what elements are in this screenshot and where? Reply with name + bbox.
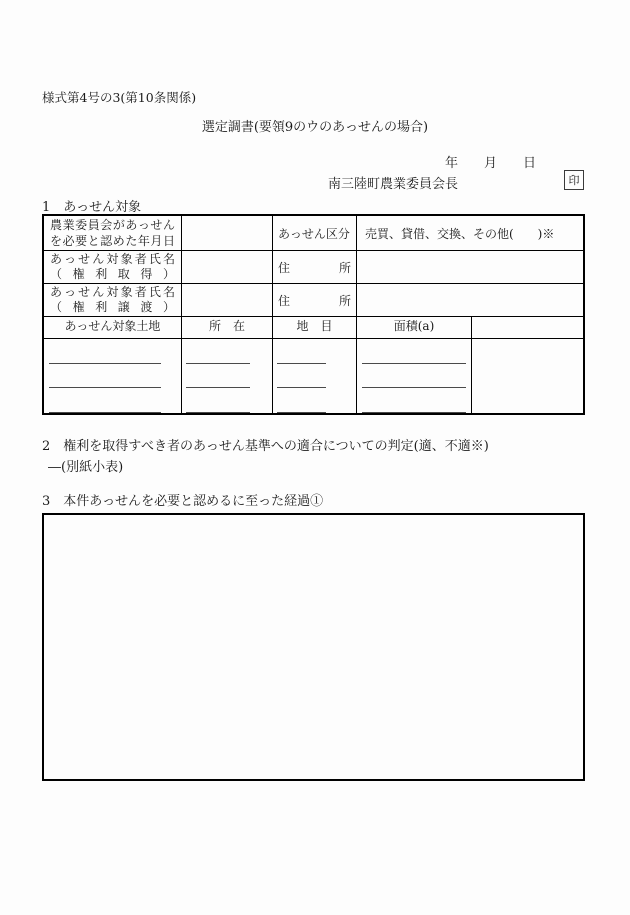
date-line: 年 月 日 <box>445 156 537 171</box>
fill-line <box>277 364 326 389</box>
seal-box <box>564 170 584 190</box>
fill-line <box>362 364 466 389</box>
category-value-cell <box>357 216 583 250</box>
fill-line <box>186 388 250 413</box>
land-blank-cell <box>472 339 583 413</box>
land-header-target: あっせん対象土地 <box>44 317 182 338</box>
table-row <box>44 284 583 317</box>
land-header-location: 所 在 <box>182 317 273 338</box>
fill-line <box>49 339 161 364</box>
seal-label: 印 <box>568 174 580 187</box>
category-label: あっせん区分 <box>278 226 350 241</box>
land-target-lines-cell <box>44 339 182 413</box>
category-value: 売買、貸借、交換、その他( )※ <box>365 226 555 241</box>
acquirer-address-value-cell <box>357 251 583 283</box>
decided-date-value-cell <box>182 216 273 250</box>
fill-line <box>362 388 466 413</box>
table-row <box>44 251 583 284</box>
fill-line <box>186 364 250 389</box>
acquirer-name-cell <box>182 251 273 283</box>
fill-line <box>186 339 250 364</box>
transferor-label-cell <box>44 284 182 316</box>
land-location-lines-cell <box>182 339 273 413</box>
land-entry-row <box>44 339 583 413</box>
section2-note: ―(別紙小表) <box>48 460 124 475</box>
transferor-label-line1: あっせん対象者氏名 <box>50 285 175 299</box>
fill-line <box>362 339 466 364</box>
transferor-label-line2: （権利譲渡） <box>50 300 175 314</box>
acquirer-address-label-cell <box>273 251 357 283</box>
decided-date-label-line1: 農業委員会があっせん <box>50 218 175 232</box>
land-header-row <box>44 317 583 339</box>
acquirer-label-line2: （権利取得） <box>50 267 175 281</box>
category-label-cell <box>273 216 357 250</box>
transferor-address-value-cell <box>357 284 583 316</box>
land-header-category: 地 目 <box>273 317 357 338</box>
table-row <box>44 216 583 251</box>
fill-line <box>49 364 161 389</box>
acquirer-label-cell <box>44 251 182 283</box>
transferor-address-label: 住所 <box>278 293 351 308</box>
transferor-address-label-cell <box>273 284 357 316</box>
section3-heading: 3 本件あっせんを必要と認めるに至った経過① <box>42 494 324 509</box>
assen-target-table <box>42 214 585 415</box>
land-header-area: 面積(a) <box>357 317 472 338</box>
land-category-lines-cell <box>273 339 357 413</box>
section3-entry-box <box>42 513 585 781</box>
land-area-lines-cell <box>357 339 472 413</box>
fill-line <box>49 388 161 413</box>
form-number: 様式第4号の3(第10条関係) <box>42 90 197 105</box>
decided-date-label-line2: を必要と認めた年月日 <box>50 234 175 248</box>
land-header-blank <box>472 317 583 338</box>
fill-line <box>277 388 326 413</box>
addressee: 南三陸町農業委員会長 <box>328 177 459 192</box>
section2-heading: 2 権利を取得すべき者のあっせん基準への適合についての判定(適、不適※) <box>42 439 489 454</box>
acquirer-address-label: 住所 <box>278 260 351 275</box>
section1-heading: 1 あっせん対象 <box>42 200 142 215</box>
page-title: 選定調書(要領9のウのあっせんの場合) <box>201 120 429 135</box>
decided-date-label-cell <box>44 216 182 250</box>
transferor-name-cell <box>182 284 273 316</box>
fill-line <box>277 339 326 364</box>
acquirer-label-line1: あっせん対象者氏名 <box>50 252 175 266</box>
